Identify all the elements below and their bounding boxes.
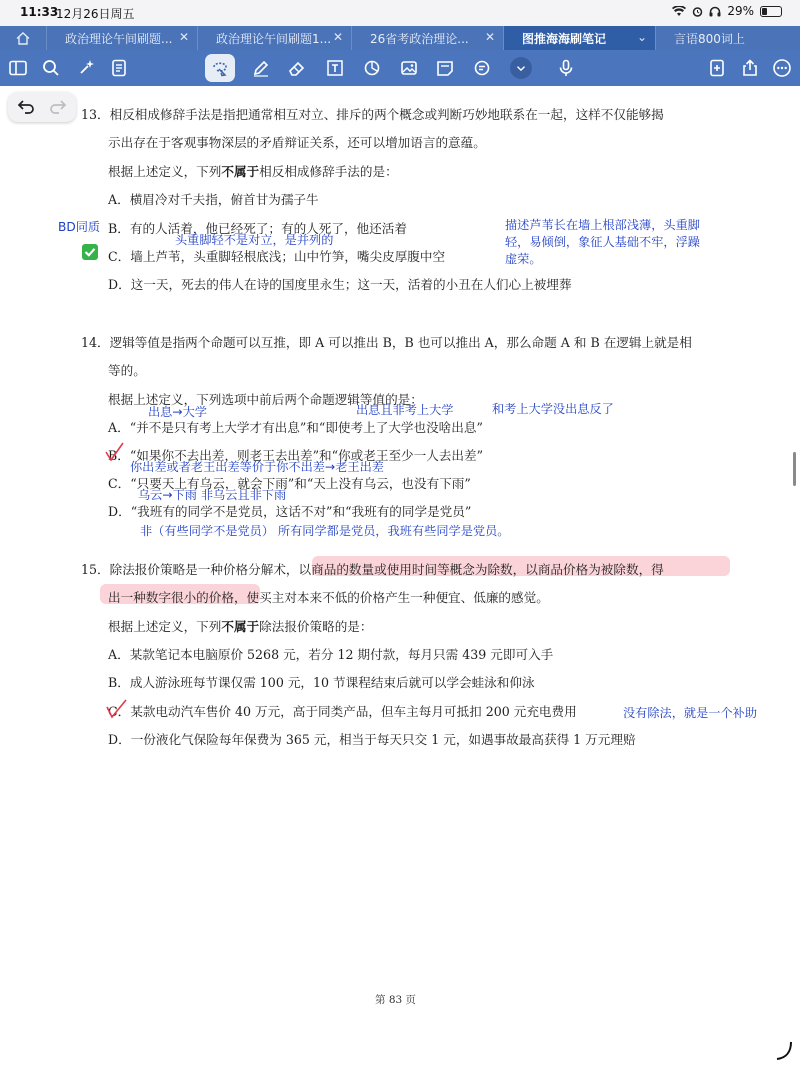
tab-4[interactable] (503, 26, 655, 50)
battery-icon (760, 6, 782, 17)
home-icon (16, 32, 30, 45)
resize-handle-icon[interactable] (774, 1040, 794, 1062)
page-button[interactable] (106, 55, 132, 81)
shape-tool-button[interactable] (359, 55, 385, 81)
redo-button[interactable] (48, 98, 68, 116)
magic-icon (76, 58, 96, 78)
page-icon (109, 58, 129, 78)
option-a: A．“并不是只有考上大学才有出息”和“即使考上了大学也没啥出息” (108, 420, 483, 435)
lasso-icon (210, 58, 230, 78)
chevron-down-icon (514, 61, 528, 75)
annotation: 头重脚轻不是对立，是并列的 (175, 233, 334, 247)
option-c: C．墙上芦苇，头重脚轻根底浅；山中竹笋，嘴尖皮厚腹中空 (108, 249, 446, 264)
lasso-tool-button[interactable] (205, 54, 235, 82)
option-b: B．“如果你不去出差，则老王去出差”和“你或老王至少一人去出差” (108, 448, 484, 463)
option-b: B．成人游泳班每节课仅需 100 元，10 节课程结束后就可以学会蛙泳和仰泳 (108, 675, 535, 690)
checkbox-checked-icon (82, 244, 98, 260)
close-icon[interactable]: ✕ (484, 30, 495, 44)
text-box-icon (325, 58, 345, 78)
annotation: 和考上大学没出息反了 (492, 402, 614, 416)
close-icon[interactable]: ✕ (178, 30, 189, 44)
search-icon (41, 58, 61, 78)
add-page-icon (707, 58, 727, 78)
question-stem: 出一种数字很小的价格，使买主对本来不低的价格产生一种便宜、低廉的感觉。 (108, 590, 549, 605)
status-bar (0, 0, 800, 26)
eraser-tool-button[interactable] (284, 55, 310, 81)
page-number: 第 83 页 (375, 994, 417, 1006)
eraser-icon (287, 58, 307, 78)
question-stem: 示出存在于客观事物深层的矛盾辩证关系，还可以增加语言的意蕴。 (108, 135, 486, 150)
option-c: C．某款电动汽车售价 40 万元，高于同类产品，但车主每月可抵扣 200 元充电费用 (108, 704, 577, 719)
sticky-note-button[interactable] (432, 55, 458, 81)
microphone-button[interactable] (553, 55, 579, 81)
check-mark-icon (104, 697, 128, 721)
question-stem: 等的。 (108, 363, 146, 378)
question-stem: 14．逻辑等值是指两个命题可以互推，即 A 可以推出 B，B 也可以推出 A，那么命题 A 和 B 在逻辑上就是相 (81, 335, 692, 350)
annotation: 没有除法，就是一个补助 (623, 706, 758, 720)
redo-icon (48, 98, 68, 116)
document-tab-bar (0, 26, 800, 50)
option-b: B．有的人活着，他已经死了；有的人死了，他还活着 (108, 221, 407, 236)
question-stem: 15．除法报价策略是一种价格分解术，以商品的数量或使用时间等概念为除数，以商品价格为被除数，得 (81, 562, 664, 577)
alarm-icon (692, 6, 703, 17)
tab-label: 26省考政治理论... (370, 31, 469, 46)
annotation: 乌云→下雨 非乌云且非下雨 (138, 488, 287, 502)
shape-icon (362, 58, 382, 78)
more-tools-icon (472, 58, 492, 78)
image-icon (399, 58, 419, 78)
tab-1[interactable] (46, 26, 197, 50)
tab-label: 政治理论午间刷题1... (216, 31, 332, 46)
tab-label: 言语800词上 (674, 31, 745, 46)
headphones-icon (709, 6, 721, 17)
question-prompt: 根据上述定义，下列选项中前后两个命题逻辑等值的是： (108, 392, 423, 407)
date: 12月26日周五 (56, 7, 135, 21)
scrollbar[interactable] (793, 452, 796, 486)
more-icon (772, 58, 792, 78)
battery-percent: 29% (727, 4, 754, 18)
more-tools-button[interactable] (469, 55, 495, 81)
microphone-icon (556, 58, 576, 78)
clock: 11:33 (20, 5, 59, 19)
undo-icon (16, 98, 36, 116)
tab-label: 政治理论午间刷题... (65, 31, 173, 46)
annotation: BD同质 (58, 220, 101, 234)
question-stem: 13．相反相成修辞手法是指把通常相互对立、排斥的两个概念或判断巧妙地联系在一起，这样不仅能够揭 (81, 107, 664, 122)
sidebar-button[interactable] (5, 55, 31, 81)
option-a: A．某款笔记本电脑原价 5268 元，若分 12 期付款，每月只需 439 元即可入手 (108, 647, 554, 662)
status-icons (672, 4, 782, 18)
option-d: D．一份液化气保险每年保费为 365 元，相当于每天只交 1 元，如遇事故最高获得 1 万元理赔 (108, 732, 636, 747)
sticky-note-icon (435, 58, 455, 78)
tab-3[interactable] (351, 26, 503, 50)
question-prompt: 根据上述定义，下列不属于相反相成修辞手法的是： (108, 164, 398, 179)
option-d: D．“我班有的同学不是党员，这话不对”和“我班有的同学是党员” (108, 504, 472, 519)
tab-2[interactable] (197, 26, 351, 50)
ai-assist-button[interactable] (73, 55, 99, 81)
image-tool-button[interactable] (396, 55, 422, 81)
pen-icon (251, 58, 271, 78)
undo-redo-bubble (8, 92, 76, 122)
search-button[interactable] (38, 55, 64, 81)
option-a: A．横眉冷对千夫指，俯首甘为孺子牛 (108, 192, 319, 207)
share-button[interactable] (737, 55, 763, 81)
text-box-tool-button[interactable] (322, 55, 348, 81)
close-icon[interactable]: ✕ (332, 30, 343, 44)
toolbar (0, 50, 800, 86)
tools-dropdown-button[interactable] (510, 57, 532, 79)
more-button[interactable] (769, 55, 795, 81)
chevron-down-icon[interactable]: ⌄ (636, 30, 647, 44)
annotation: 描述芦苇长在墙上根部浅薄，头重脚轻，易倾倒，象征人基础不牢，浮躁虚荣。 (505, 218, 700, 266)
share-icon (740, 58, 760, 78)
annotation: 出息且非考上大学 (356, 403, 454, 417)
add-page-button[interactable] (704, 55, 730, 81)
tab-label: 图推海海刷笔记 (522, 31, 607, 46)
option-d: D．这一天，死去的伟人在诗的国度里永生；这一天，活着的小丑在人们心上被埋葬 (108, 277, 572, 292)
tab-5[interactable] (655, 26, 800, 50)
annotation: 出息→大学 (148, 405, 207, 419)
home-button[interactable] (0, 26, 46, 50)
question-prompt: 根据上述定义，下列不属于除法报价策略的是： (108, 619, 373, 634)
annotation: 非（有些同学不是党员） 所有同学都是党员，我班有些同学是党员。 (140, 524, 510, 538)
undo-button[interactable] (16, 98, 36, 116)
wifi-icon (672, 6, 686, 17)
option-c: C．“只要天上有乌云，就会下雨”和“天上没有乌云，也没有下雨” (108, 476, 471, 491)
sidebar-icon (8, 58, 28, 78)
check-mark-icon (102, 440, 126, 464)
annotation: 你出差或者老王出差等价于你不出差→老王出差 (130, 460, 384, 474)
pen-tool-button[interactable] (248, 55, 274, 81)
